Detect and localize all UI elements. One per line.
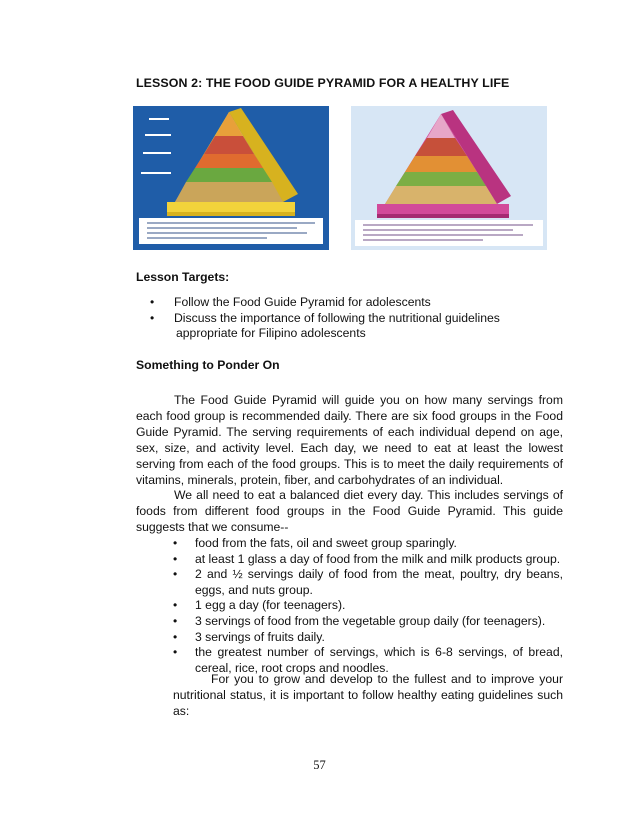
list-item: • 3 servings of food from the vegetable group daily (for teenagers). [173, 614, 563, 630]
list-item: • Follow the Food Guide Pyramid for adolescents [150, 295, 500, 311]
list-item: • 1 egg a day (for teenagers). [173, 598, 563, 614]
ponder-heading: Something to Ponder On [136, 358, 280, 372]
paragraph: For you to grow and develop to the fullest and to improve your nutritional status, it is important to follow healthy eating guidelines such as: [173, 672, 563, 718]
food-pyramid-figure-right [351, 106, 547, 250]
list-item: • Discuss the importance of following the nutritional guidelines [150, 311, 500, 327]
paragraph: We all need to eat a balanced diet every day. This includes servings of foods from different food groups in the Food Guide Pyramid. This guide suggests that we consume-- [136, 488, 563, 534]
consume-list [173, 536, 563, 676]
page-number: 57 [313, 758, 326, 772]
list-item-continuation: appropriate for Filipino adolescents [176, 326, 366, 340]
lesson-targets-list [150, 295, 500, 326]
list-item: • at least 1 glass a day of food from the milk and milk products group. [173, 552, 563, 568]
list-item: • food from the fats, oil and sweet group sparingly. [173, 536, 563, 552]
list-item: • 3 servings of fruits daily. [173, 630, 563, 646]
list-item: • 2 and ½ servings daily of food from the meat, poultry, dry beans, eggs, and nuts group. [173, 567, 563, 598]
food-pyramid-image [133, 106, 329, 250]
food-pyramid-figure-left [133, 106, 329, 250]
list-item: • the greatest number of servings, which is 6-8 servings, of bread, cereal, rice, root crops and noodles. [173, 645, 563, 676]
lesson-targets-heading: Lesson Targets: [136, 270, 230, 284]
paragraph: The Food Guide Pyramid will guide you on how many servings from each food group is recommended daily. There are six food groups in the Food Guide Pyramid. The serving requirements of each individual depend on age, sex, size, and activity level. Each day, we need to eat at least the lowest serving from each of the food groups. This is to meet the daily requirements of vitamins, minerals, protein, fiber, and carbohydrates of an individual. [136, 393, 563, 487]
food-pyramid-image [351, 106, 547, 250]
lesson-title: LESSON 2: THE FOOD GUIDE PYRAMID FOR A HEALTHY LIFE [136, 76, 510, 90]
